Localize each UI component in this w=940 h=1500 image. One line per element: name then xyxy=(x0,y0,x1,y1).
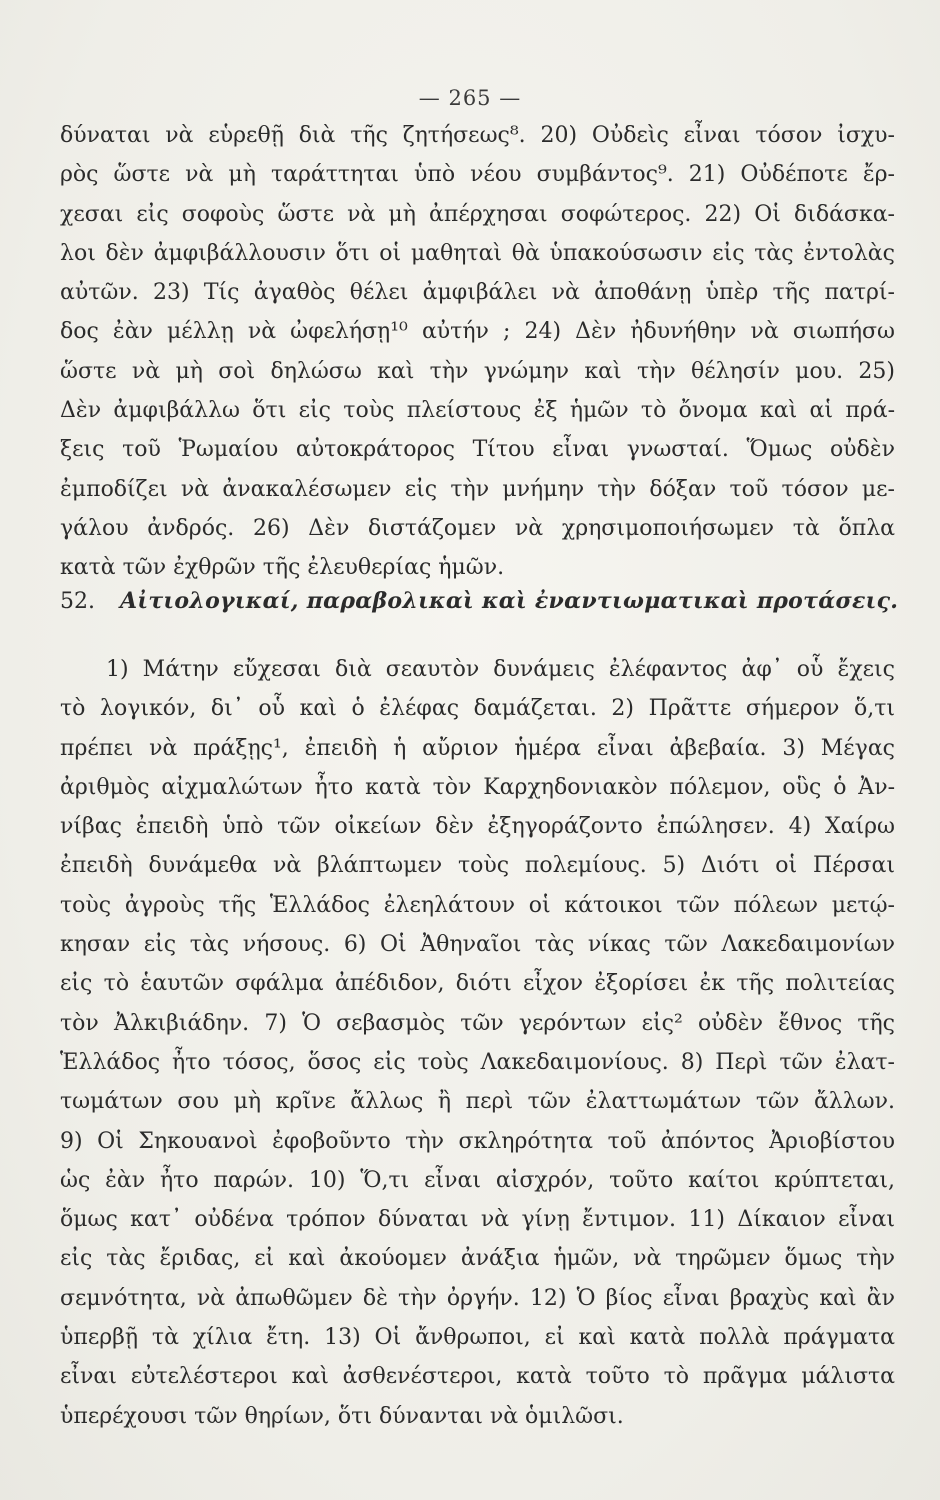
text-line: Ἑλλάδος ἦτο τόσος, ὅσος εἰς τοὺς Λακεδαιμονίους. 8) Περὶ τῶν ἐλατ- xyxy=(60,1049,895,1075)
text-line: γάλου ἀνδρός. 26) Δὲν διστάζομεν νὰ χρησιμοποιήσωμεν τὰ ὅπλα xyxy=(60,515,895,541)
section-number: 52. xyxy=(60,589,95,614)
section-heading xyxy=(60,583,899,620)
text-line: χεσαι εἰς σοφοὺς ὥστε νὰ μὴ ἀπέρχησαι σοφώτερος. 22) Οἱ διδάσκα- xyxy=(60,201,895,227)
exercise-paragraph-continued xyxy=(60,116,895,588)
text-line: νίβας ἐπειδὴ ὑπὸ τῶν οἰκείων δὲν ἐξηγοράζοντο ἐπώλησεν. 4) Χαίρω xyxy=(60,814,895,840)
text-line: κατὰ τῶν ἐχθρῶν τῆς ἐλευθερίας ἡμῶν. xyxy=(60,555,505,581)
text-line: λοι δὲν ἀμφιβάλλουσιν ὅτι οἱ μαθηταὶ θὰ ὑπακούσωσιν εἰς τὰς ἐντολὰς xyxy=(60,240,895,266)
exercise-paragraph xyxy=(60,650,895,1436)
text-line: δος ἐὰν μέλλῃ νὰ ὠφελήσῃ¹⁰ αὐτήν ; 24) Δὲν ἠδυνήθην νὰ σιωπήσω xyxy=(60,319,895,345)
text-line: ρὸς ὥστε νὰ μὴ ταράττηται ὑπὸ νέου συμβάντος⁹. 21) Οὐδέποτε ἔρ- xyxy=(60,162,895,188)
text-line: ὡς ἐὰν ἦτο παρών. 10) Ὅ,τι εἶναι αἰσχρόν, τοῦτο καίτοι κρύπτεται, xyxy=(60,1167,895,1193)
text-line: τωμάτων σου μὴ κρῖνε ἄλλως ἢ περὶ τῶν ἐλαττωμάτων τῶν ἄλλων. xyxy=(60,1089,895,1115)
text-line: πρέπει νὰ πράξῃς¹, ἐπειδὴ ἡ αὔριον ἡμέρα εἶναι ἀβεβαία. 3) Μέγας xyxy=(60,735,895,761)
text-line: ξεις τοῦ Ῥωμαίου αὐτοκράτορος Τίτου εἶναι γνωσταί. Ὅμως οὐδὲν xyxy=(60,437,895,463)
text-line: 9) Οἱ Σηκουανοὶ ἐφοβοῦντο τὴν σκληρότητα τοῦ ἀπόντος Ἀριοβίστου xyxy=(60,1128,895,1154)
text-line: τὸ λογικόν, δι᾿ οὗ καὶ ὁ ἐλέφας δαμάζεται. 2) Πρᾶττε σήμερον ὅ,τι xyxy=(60,696,895,722)
page-number: — 265 — xyxy=(418,86,522,110)
text-line: ὑπερβῇ τὰ χίλια ἔτη. 13) Οἱ ἄνθρωποι, εἰ καὶ κατὰ πολλὰ πράγματα xyxy=(60,1325,895,1351)
text-line: σεμνότητα, νὰ ἀπωθῶμεν δὲ τὴν ὀργήν. 12) Ὁ βίος εἶναι βραχὺς καὶ ἂν xyxy=(60,1285,895,1311)
text-line: Δὲν ἀμφιβάλλω ὅτι εἰς τοὺς πλείστους ἐξ ἡμῶν τὸ ὄνομα καὶ αἱ πρά- xyxy=(60,398,895,424)
text-line: ὥστε νὰ μὴ σοὶ δηλώσω καὶ τὴν γνώμην καὶ τὴν θέλησίν μου. 25) xyxy=(60,358,895,384)
text-line: εἰς τὸ ἑαυτῶν σφάλμα ἀπέδιδον, διότι εἶχον ἐξορίσει ἐκ τῆς πολιτείας xyxy=(60,971,895,997)
text-line: δύναται νὰ εὑρεθῇ διὰ τῆς ζητήσεως⁸. 20) Οὐδεὶς εἶναι τόσον ἰσχυ- xyxy=(60,123,895,148)
text-line: τοὺς ἀγροὺς τῆς Ἑλλάδος ἐλεηλάτουν οἱ κάτοικοι τῶν πόλεων μετῴ- xyxy=(60,892,895,918)
text-line: εἰς τὰς ἔριδας, εἰ καὶ ἀκούομεν ἀνάξια ἡμῶν, νὰ τηρῶμεν ὅμως τὴν xyxy=(60,1246,895,1272)
text-line: εἶναι εὐτελέστεροι καὶ ἀσθενέστεροι, κατὰ τοῦτο τὸ πρᾶγμα μάλιστα xyxy=(60,1364,895,1390)
text-line: ἐμποδίζει νὰ ἀνακαλέσωμεν εἰς τὴν μνήμην τὴν δόξαν τοῦ τόσον με- xyxy=(60,476,895,502)
section-title: Αἰτιολογικαί, παραβολικαὶ καὶ ἐναντιωματικαὶ προτάσεις. xyxy=(120,588,899,614)
text-line: κησαν εἰς τὰς νήσους. 6) Οἱ Ἀθηναῖοι τὰς νίκας τῶν Λακεδαιμονίων xyxy=(60,932,895,958)
text-line: ἐπειδὴ δυνάμεθα νὰ βλάπτωμεν τοὺς πολεμίους. 5) Διότι οἱ Πέρσαι xyxy=(60,853,895,879)
text-line: τὸν Ἀλκιβιάδην. 7) Ὁ σεβασμὸς τῶν γερόντων εἰς² οὐδὲν ἔθνος τῆς xyxy=(60,1010,895,1036)
text-line: 1) Μάτην εὔχεσαι διὰ σεαυτὸν δυνάμεις ἐλέφαντος ἀφ᾿ οὗ ἔχεις xyxy=(106,657,895,682)
text-line: ὑπερέχουσι τῶν θηρίων, ὅτι δύνανται νὰ ὁμιλῶσι. xyxy=(60,1403,624,1429)
text-line: αὐτῶν. 23) Τίς ἀγαθὸς θέλει ἀμφιβάλει νὰ ἀποθάνῃ ὑπὲρ τῆς πατρί- xyxy=(60,280,895,306)
text-line: ὅμως κατ᾿ οὐδένα τρόπον δύναται νὰ γίνῃ ἔντιμον. 11) Δίκαιον εἶναι xyxy=(60,1207,895,1233)
text-line: ἀριθμὸς αἰχμαλώτων ἦτο κατὰ τὸν Καρχηδονιακὸν πόλεμον, οὓς ὁ Ἀν- xyxy=(60,774,895,800)
